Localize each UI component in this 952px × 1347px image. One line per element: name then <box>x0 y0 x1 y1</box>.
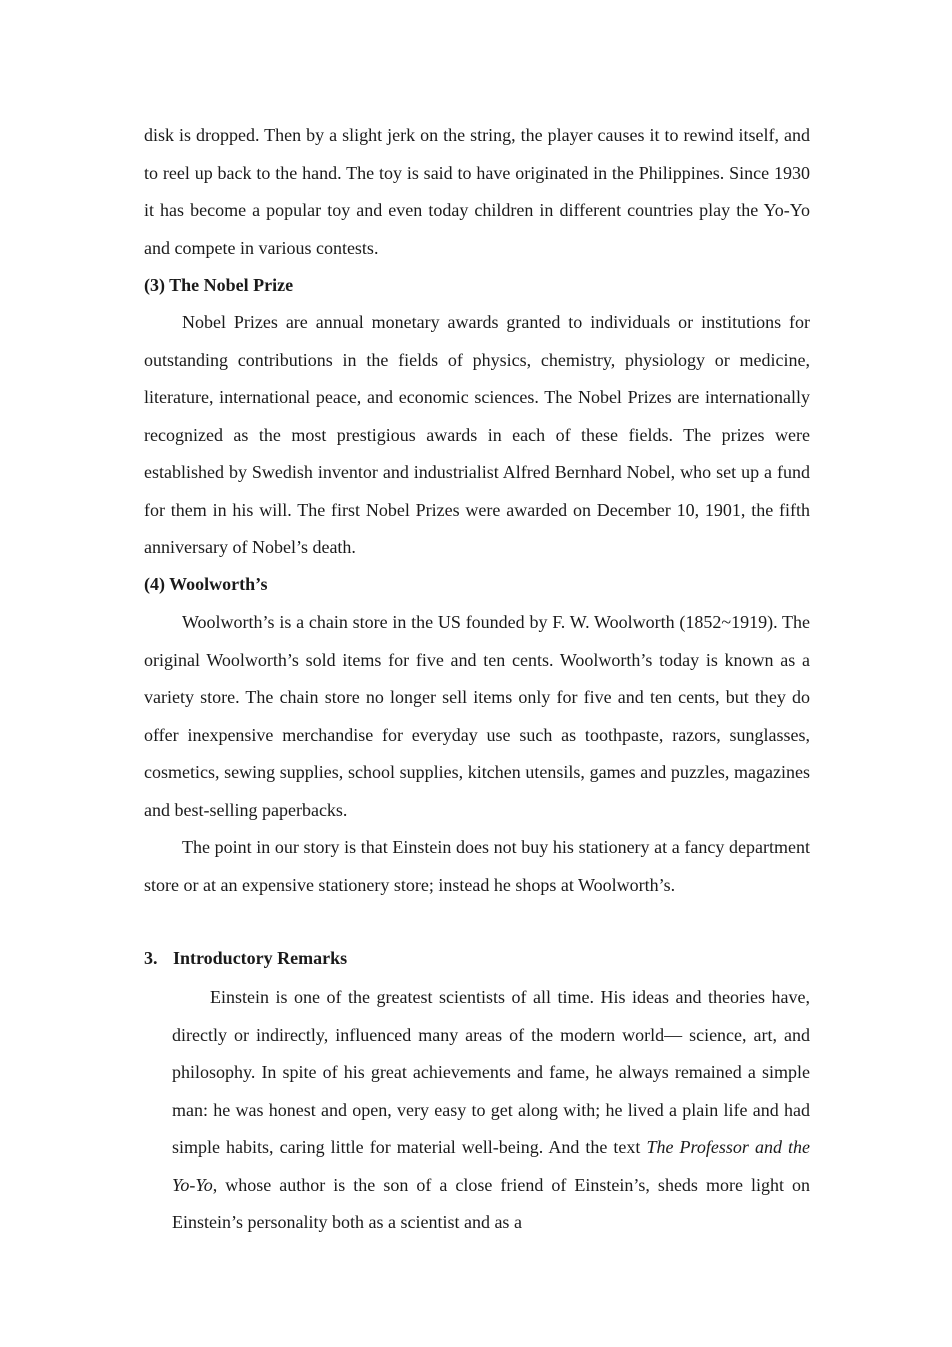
section-title: Introductory Remarks <box>173 948 348 968</box>
work-title: The Professor and the Yo-Yo <box>172 1137 810 1195</box>
section-number: 3. <box>144 948 158 968</box>
woolworths-heading: (4) Woolworth’s <box>144 574 268 594</box>
intro-text-part-1: Einstein is one of the greatest scientists of all time. His ideas and theories have, directly or indirectly, influenced many areas of the modern world— science, art, and philosophy. In spite of his great achievements and fame, he always remained a simple man: he was honest and open, very easy to get along with; he lived a plain life and had simple habits, caring little for material well-being. And the text <box>172 987 810 1157</box>
introductory-remarks-heading <box>144 940 347 978</box>
woolworths-paragraph: Woolworth’s is a chain store in the US founded by F. W. Woolworth (1852~1919). The original Woolworth’s sold items for five and ten cents. Woolworth’s today is known as a variety store. The chain store no longer sell items only for five and ten cents, but they do offer inexpensive merchandise for everyday use such as toothpaste, razors, sunglasses, cosmetics, sewing supplies, school supplies, kitchen utensils, games and puzzles, magazines and best-selling paperbacks. <box>144 612 810 820</box>
story-point-paragraph: The point in our story is that Einstein does not buy his stationery at a fancy department store or at an expensive stationery store; instead he shops at Woolworth’s. <box>144 837 810 895</box>
introductory-remarks-paragraph <box>172 979 810 1242</box>
nobel-prize-heading: (3) The Nobel Prize <box>144 275 294 295</box>
intro-text-part-2: , whose author is the son of a close friend of Einstein’s, sheds more light on Einstein’s personality both as a scientist and as a <box>172 1174 810 1232</box>
yoyo-paragraph: disk is dropped. Then by a slight jerk on the string, the player causes it to rewind itself, and to reel up back to the hand. The toy is said to have originated in the Philippines. Since 1930 it has become a popular toy and even today children in different countries play the Yo-Yo and compete in various contests. <box>144 125 810 258</box>
nobel-prize-paragraph: Nobel Prizes are annual monetary awards granted to individuals or institutions for outstanding contributions in the fields of physics, chemistry, physiology or medicine, literature, international peace, and economic sciences. The Nobel Prizes are internationally recognized as the most prestigious awards in each of these fields. The prizes were established by Swedish inventor and industrialist Alfred Bernhard Nobel, who set up a fund for them in his will. The first Nobel Prizes were awarded on December 10, 1901, the fifth anniversary of Nobel’s death. <box>144 312 810 557</box>
